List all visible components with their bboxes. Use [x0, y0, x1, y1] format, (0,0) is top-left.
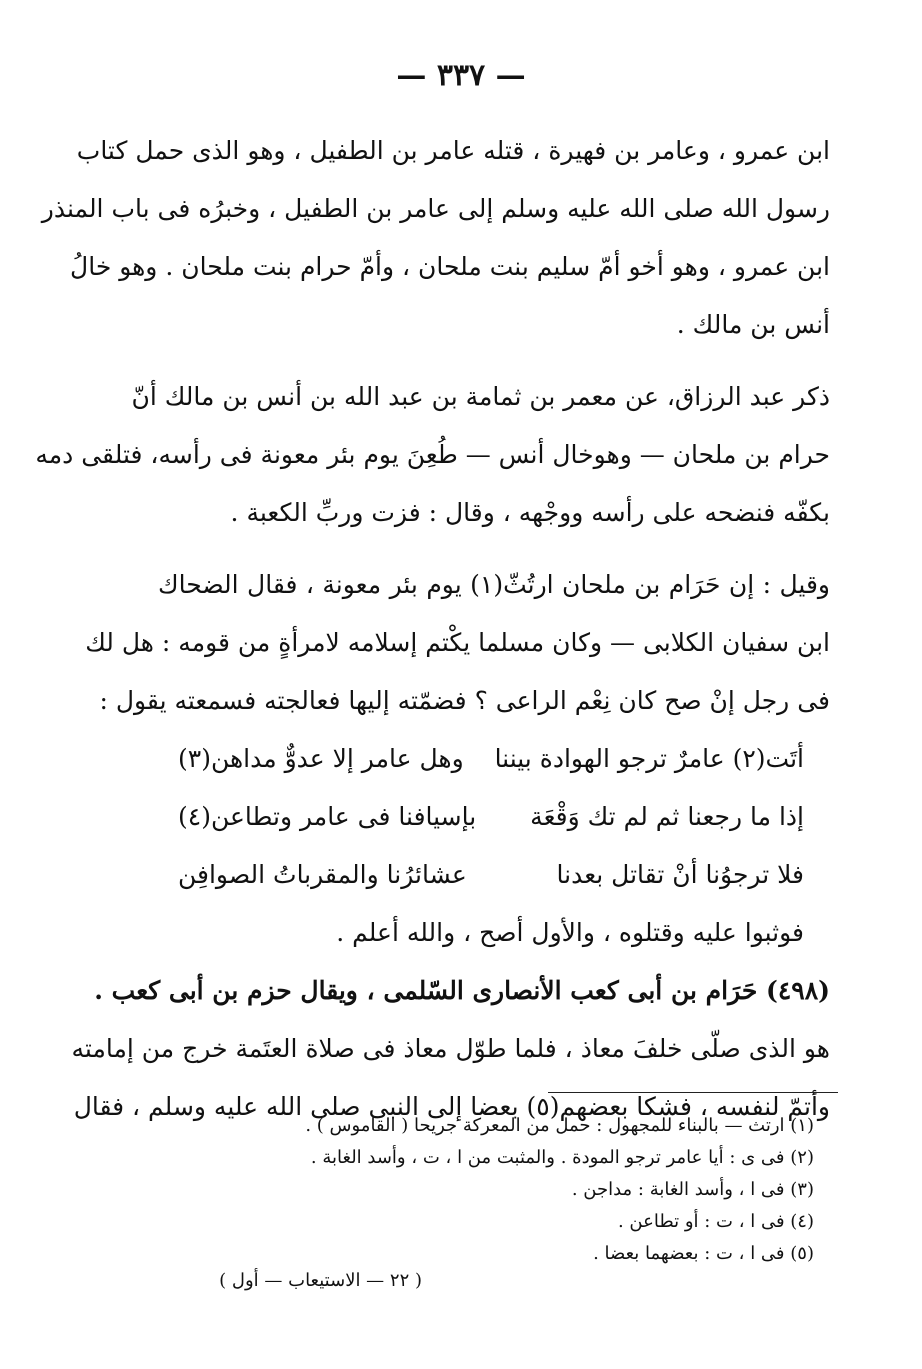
verse-second-hemistich: عشائرُنا والمقرباتُ الصوافِن: [178, 860, 467, 889]
verse: [158, 788, 830, 846]
verse: [158, 846, 830, 904]
text-line: وأتمّ لنفسه ، فشكا بعضهم(٥) بعضا إلى النبى صلى الله عليه وسلم ، فقال: [73, 1092, 830, 1121]
signature-mark: ( ٢٢ — الاستيعاب — أول ): [219, 1270, 422, 1291]
footnote: (١) ارتث — بالبناء للمجهول : حمل من المعركة جريحا ( القاموس ) .: [305, 1115, 814, 1136]
verse-first-hemistich: أتَت(٢) عامرٌ ترجو الهوادة بيننا: [494, 744, 804, 773]
text-line: ابن سفيان الكلابى — وكان مسلما يكْتم إسلامه لامرأةٍ من قومه : هل لك: [85, 628, 830, 657]
text-line: حرام بن ملحان — وهوخال أنس — طُعِنَ يوم بئر معونة فى رأسه، فتلقى دمه: [35, 440, 830, 469]
poem: [158, 730, 830, 904]
verse-second-hemistich: وهل عامر إلا عدوٌّ مداهن(٣): [178, 744, 464, 773]
text-line: ابن عمرو ، وهو أخو أمّ سليم بنت ملحان ، وأمّ حرام بنت ملحان . وهو خالُ: [70, 252, 830, 281]
footnote: (٤) فى ا ، ت : أو تطاعن .: [617, 1211, 814, 1232]
text-line: فوثبوا عليه وقتلوه ، والأول أصح ، والله أعلم .: [336, 918, 804, 947]
footnote: (٥) فى ا ، ت : بعضهما بعضا .: [593, 1243, 814, 1264]
entry-heading: (٤٩٨) حَرَام بن أبى كعب الأنصارى السّلمى ، ويقال حزم بن أبى كعب .: [94, 976, 830, 1005]
footnote-separator: [548, 1092, 838, 1093]
footnote: (٢) فى ى : أيا عامر ترجو المودة . والمثبت من ا ، ت ، وأسد الغابة .: [310, 1147, 814, 1168]
text-line: وقيل : إن حَرَام بن ملحان ارتُثّ(١) يوم بئر معونة ، فقال الضحاك: [158, 570, 830, 599]
verse: [158, 730, 830, 788]
paragraph: [41, 122, 830, 354]
text-line: رسول الله صلى الله عليه وسلم إلى عامر بن الطفيل ، وخبرُه فى باب المنذر: [41, 194, 830, 223]
footnotes: [194, 1110, 814, 1270]
verse-first-hemistich: فلا ترجوُنا أنْ تقاتل بعدنا: [556, 860, 804, 889]
text-line: ذكر عبد الرزاق، عن معمر بن ثمامة بن عبد الله بن أنس بن مالك أنّ: [131, 382, 830, 411]
paragraph: [35, 368, 830, 542]
page-number: — ٣٣٧ —: [396, 58, 526, 93]
verse-first-hemistich: إذا ما رجعنا ثم لم تك وَقْعَة: [530, 802, 804, 831]
verse-second-hemistich: بإسيافنا فى عامر وتطاعن(٤): [178, 802, 477, 831]
text-line: فى رجل إنْ صح كان نِعْم الراعى ؟ فضمّته إليها فعالجته فسمعته يقول :: [99, 686, 830, 715]
footnote: (٣) فى ا ، وأسد الغابة : مداجن .: [571, 1179, 814, 1200]
main-text: [35, 122, 830, 1136]
paragraph: [85, 556, 830, 730]
text-line: بكفّه فنضحه على رأسه ووجْهه ، وقال : فزت وربِّ الكعبة .: [230, 498, 830, 527]
text-line: هو الذى صلّى خلفَ معاذ ، فلما طوّل معاذ فى صلاة العتَمة خرج من إمامته: [71, 1034, 830, 1063]
text-line: ابن عمرو ، وعامر بن فهيرة ، قتله عامر بن الطفيل ، وهو الذى حمل كتاب: [76, 136, 830, 165]
text-line: أنس بن مالك .: [676, 310, 830, 339]
